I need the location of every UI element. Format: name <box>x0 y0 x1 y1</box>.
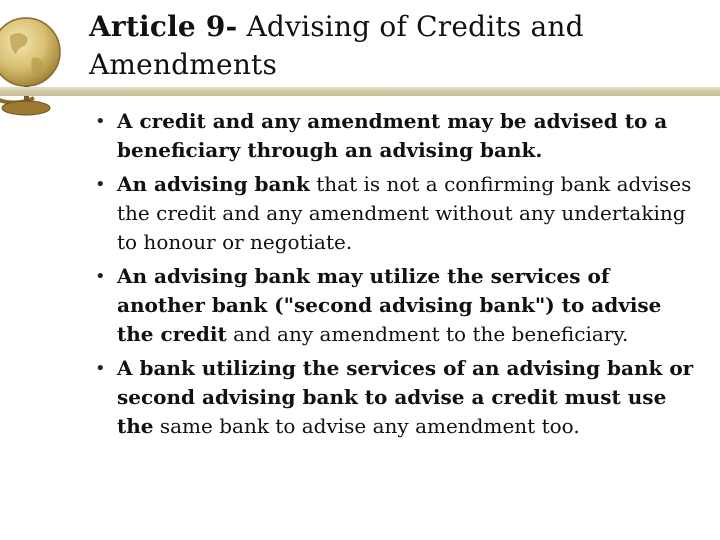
title-divider <box>0 87 720 96</box>
bullet-bold-text: An advising bank may utilize the services of another bank ("second advising bank") to advise the credit <box>117 264 662 346</box>
list-item <box>95 170 695 257</box>
list-item <box>95 107 695 165</box>
page-title <box>89 8 709 84</box>
bullet-list <box>95 107 695 446</box>
list-item <box>95 262 695 349</box>
bullet-text: that is not a confirming bank advises the credit and any amendment without any undertaking to honour or negotiate. <box>117 172 692 254</box>
list-item <box>95 354 695 441</box>
title-article-number: Article 9- <box>89 10 238 43</box>
bullet-bold-text: A credit and any amendment may be advised to a beneficiary through an advising bank. <box>117 109 668 162</box>
globe-icon <box>0 0 70 120</box>
bullet-text: same bank to advise any amendment too. <box>153 414 580 438</box>
title-text: Advising of Credits and Amendments <box>89 10 584 81</box>
bullet-text: and any amendment to the beneficiary. <box>226 322 629 346</box>
bullet-bold-text: A bank utilizing the services of an advising bank or second advising bank to advise a credit must use the <box>117 356 694 438</box>
bullet-bold-text: An advising bank <box>117 172 310 196</box>
